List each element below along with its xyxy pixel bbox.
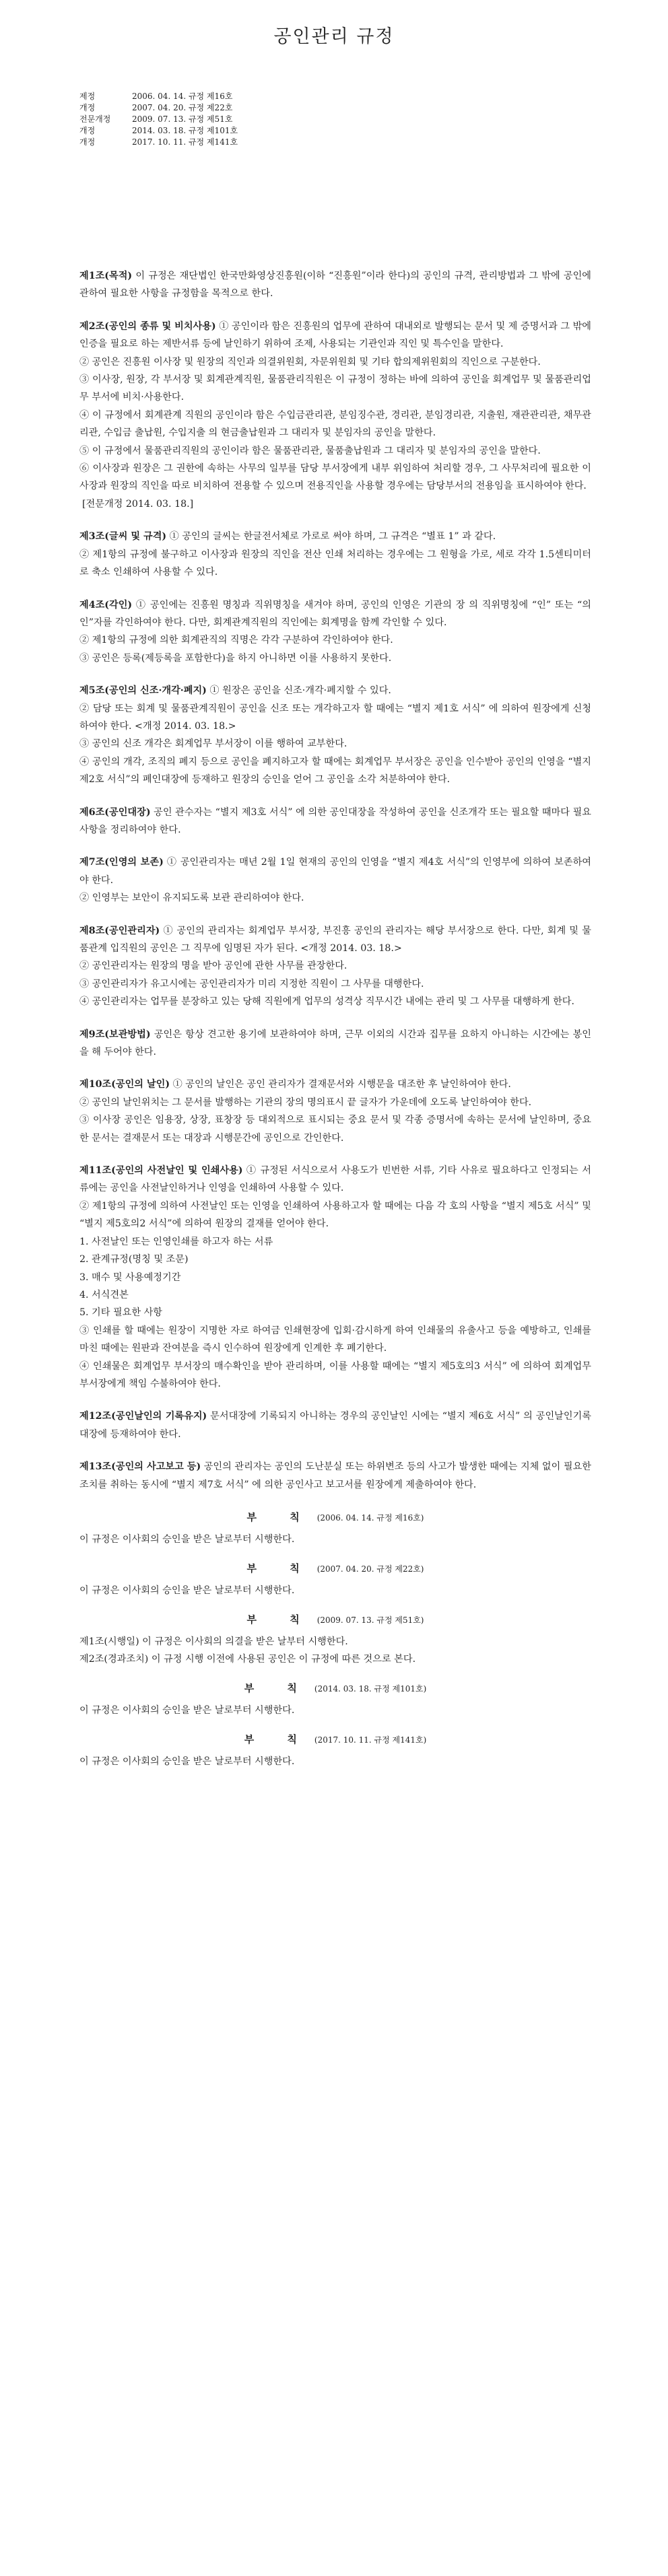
history-row: 제정 2006. 04. 14. 규정 제16호 bbox=[79, 92, 233, 101]
supplement-4: 부 칙 (2014. 03. 18. 규정 제101호) 이 규정은 이사회의 승인을 받은 날로부터 시행한다. bbox=[79, 1681, 427, 1716]
list-item: 5. 기타 필요한 사항 bbox=[79, 1307, 163, 1319]
article-1: 제1조(목적) 이 규정은 재단법인 한국만화영상진흥원(이하 “진흥원”이라 한다)의 공인의 규격, 관리방법과 그 밖에 공인에 관하여 필요한 사항을 규정함을 목적으로 한다. bbox=[79, 271, 591, 300]
supplement-title: 부 칙 bbox=[246, 1562, 314, 1574]
article-heading: 제9조(보관방법) bbox=[79, 1029, 151, 1040]
article-10: 제10조(공인의 날인) ① 공인의 날인은 공인 관리자가 결재문서와 시행문을 대조한 후 날인하여야 한다. ② 공인의 날인위치는 그 문서를 발행하는 기관의 장의 명의표시 끝 글자가 가운데에 오도록 날인하여야 한다. ③ 이사장 공인은 임용장, 상장, 표창장 등 대외적으로 표시되는 중요 문서 및 각종 증명서에 속하는 문서에 날인하며, 중요한 문서는 결재문서 또는 대장과 시행문간에 공인으로 간인한다. bbox=[79, 1079, 591, 1144]
article-heading: 제12조(공인날인의 기록유지) bbox=[79, 1411, 207, 1422]
list-item: 3. 매수 및 사용예정기간 bbox=[79, 1272, 181, 1283]
article-heading: 제8조(공인관리자) bbox=[79, 925, 160, 936]
list-item: 4. 서식견본 bbox=[79, 1289, 129, 1300]
supplement-date: (2007. 04. 20. 규정 제22호) bbox=[316, 1564, 424, 1574]
supplement-2: 부 칙 (2007. 04. 20. 규정 제22호) 이 규정은 이사회의 승인을 받은 날로부터 시행한다. bbox=[79, 1562, 424, 1597]
supplement-title: 부 칙 bbox=[244, 1681, 312, 1694]
supplement-date: (2014. 03. 18. 규정 제101호) bbox=[314, 1683, 427, 1694]
history-row: 전문개정 2009. 07. 13. 규정 제51호 bbox=[79, 114, 233, 124]
supplement-1: 부 칙 (2006. 04. 14. 규정 제16호) 이 규정은 이사회의 승인을 받은 날로부터 시행한다. bbox=[79, 1510, 424, 1545]
article-7: 제7조(인영의 보존) ① 공인관리자는 매년 2월 1일 현재의 공인의 인영을 “별지 제4호 서식”의 인영부에 의하여 보존하여야 한다. ② 인영부는 보안이 유지되도록 보관 관리하여야 한다. bbox=[79, 857, 591, 904]
supplement-date: (2017. 10. 11. 규정 제141호) bbox=[314, 1735, 427, 1745]
article-8: 제8조(공인관리자) ① 공인의 관리자는 회계업무 부서장, 부진흥 공인의 관리자는 해당 부서장으로 한다. 다만, 회계 및 물품관계 입직원의 공인은 그 직무에 임명된 자가 된다. <개정 2014. 03. 18.> ② 공인관리자는 원장의 명을 받아 공인에 관한 사무를 관장한다. ③ 공인관리자가 유고시에는 공인관리자가 미리 지정한 직원이 그 사무를 대행한다. ④ 공인관리자는 업무를 분장하고 있는 당해 직원에게 업무의 성격상 직무시간 내에는 관리 및 그 사무를 대행하게 한다. bbox=[79, 925, 592, 1008]
supplement-date: (2006. 04. 14. 규정 제16호) bbox=[316, 1512, 424, 1523]
article-heading: 제2조(공인의 종류 및 비치사용) bbox=[79, 320, 216, 332]
article-9: 제9조(보관방법) 공인은 항상 견고한 용기에 보관하여야 하며, 근무 이외의 시간과 집무를 요하지 아니하는 시간에는 봉인을 해 두어야 한다. bbox=[79, 1029, 591, 1058]
article-heading: 제1조(목적) bbox=[79, 271, 133, 281]
article-heading: 제13조(공인의 사고보고 등) bbox=[79, 1461, 201, 1473]
article-heading: 제4조(각인) bbox=[79, 599, 133, 611]
article-2: 제2조(공인의 종류 및 비치사용) ① 공인이라 함은 진흥원의 업무에 관하여 대내외로 발행되는 문서 및 제 증명서과 그 밖에 인증을 필요로 하는 제반서류 등에 날인하기 위하여 조제, 사용되는 기관인과 직인 및 특수인을 말한다. ② 공인은 진흥원 이사장 및 원장의 직인과 의결위원회, 자문위원회 및 기타 합의제위원회의 직인으로 구분한다. ③ 이사장, 원장, 각 부서장 및 회계관계직원, 물품관리직원은 이 규정이 정하는 바에 의하여 공인을 회계업무 및 물품관리업무 부서에 비치·사용한다. ④ 이 규정에서 회계관계 직원의 공인이라 함은 수입금관리관, 분임징수관, 경리관, 분임경리관, 지출원, 재관관리관, 채무관리관, 수입금 출납원, 수입지출 의 현금출납원과 그 대리자 및 분임자의 공인을 말한다. ⑤ 이 규정에서 물품관리직원의 공인이라 함은 물품관리관, 물품출납원과 그 대리자 및 분임자의 공인을 말한다. ⑥ 이사장과 원장은 그 권한에 속하는 사무의 일부를 담당 부서장에게 내부 위임하여 처리할 경우, 그 사무처리에 필요한 이사장과 원장의 직인을 따로 비치하여 전용할 수 있으며 전용직인을 사용할 경우에는 담당부서의 전용임을 표시하여야 한다. [전문개정 2014. 03. 18.] bbox=[79, 318, 591, 513]
article-heading: 제7조(인영의 보존) bbox=[79, 857, 164, 868]
article-11: 제11조(공인의 사전날인 및 인쇄사용) ① 규정된 서식으로서 사용도가 빈번한 서류, 기타 사유로 필요하다고 인정되는 서류에는 공인을 사전날인하거나 인영을 인쇄하여 사용할 수 있다. ② 제1항의 규정에 의하여 사전날인 또는 인영을 인쇄하여 사용하고자 할 때에는 다음 각 호의 사항을 “별지 제5호 서식” 및 “별지 제5호의2 서식”에 의하여 원장의 결재를 얻어야 한다. 1. 사전날인 또는 인영인쇄를 하고자 하는 서류 2. 관계규정(명칭 및 조문) 3. 매수 및 사용예정기간 4. 서식견본 5. 기타 필요한 사항 ③ 인쇄를 할 때에는 원장이 지명한 자로 하여금 인쇄현장에 입회·감시하게 하여 인쇄물의 유출사고 등을 예방하고, 인쇄를 마친 때에는 원판과 잔여분을 즉시 인수하여 원장에게 인계한 후 폐기한다. ④ 인쇄물은 회계업무 부서장의 매수확인을 받아 관리하며, 이를 사용할 때에는 “별지 제5호의3 서식” 에 의하여 회계업무 부서장에게 책임 수불하여야 한다. bbox=[79, 1165, 591, 1389]
history-row: 개정 2014. 03. 18. 규정 제101호 bbox=[79, 126, 238, 135]
article-heading: 제5조(공인의 신조·개각·폐지) bbox=[79, 685, 207, 697]
supplement-title: 부 칙 bbox=[246, 1510, 314, 1523]
supplement-date: (2009. 07. 13. 규정 제51호) bbox=[316, 1615, 424, 1625]
history-row: 개정 2007. 04. 20. 규정 제22호 bbox=[79, 103, 233, 112]
document-title: 공인관리 규정 bbox=[273, 26, 395, 47]
list-item: 2. 관계규정(명칭 및 조문) bbox=[79, 1254, 189, 1265]
article-5: 제5조(공인의 신조·개각·폐지) ① 원장은 공인을 신조·개각·폐지할 수 있다. ② 담당 또는 회계 및 물품관계직원이 공인을 신조 또는 개각하고자 할 때에는 “별지 제1호 서식” 에 의하여 원장에게 신청하여야 한다. <개정 2014. 03. 18.> ③ 공인의 신조 개각은 회계업무 부서장이 이를 행하여 교부한다. ④ 공인의 개각, 조직의 폐지 등으로 공인을 폐지하고자 할 때에는 회계업무 부서장은 공인을 인수받아 공인의 인영을 “별지 제2호 서식”의 폐인대장에 등재하고 원장의 승인을 얻어 그 공인을 소각 처분하여야 한다. bbox=[79, 685, 591, 786]
supplement-title: 부 칙 bbox=[246, 1613, 314, 1626]
supplement-3: 부 칙 (2009. 07. 13. 규정 제51호) 제1조(시행일) 이 규정은 이사회의 의결을 받은 날부터 시행한다. 제2조(경과조치) 이 규정 시행 이전에 사용된 공인은 이 규정에 따른 것으로 본다. bbox=[79, 1613, 424, 1665]
list-item: 1. 사전날인 또는 인영인쇄를 하고자 하는 서류 bbox=[79, 1236, 273, 1247]
history-row: 개정 2017. 10. 11. 규정 제141호 bbox=[79, 137, 238, 147]
article-13: 제13조(공인의 사고보고 등) 공인의 관리자는 공인의 도난분실 또는 하위변조 등의 사고가 발생한 때에는 지체 없이 필요한 조치를 취하는 동시에 “별지 제7호 서식” 에 의한 공인사고 보고서를 원장에게 제출하여야 한다. bbox=[79, 1461, 591, 1490]
article-heading: 제10조(공인의 날인) bbox=[79, 1079, 170, 1090]
article-heading: 제11조(공인의 사전날인 및 인쇄사용) bbox=[79, 1165, 243, 1177]
article-3: 제3조(글씨 및 규격) ① 공인의 글씨는 한글전서체로 가로로 써야 하며, 그 규격은 “별표 1” 과 같다. ② 제1항의 규정에 불구하고 이사장과 원장의 직인을 전산 인쇄 처리하는 경우에는 그 원형을 가로, 세로 각각 1.5센티미터로 축소 인쇄하여 사용할 수 있다. bbox=[79, 531, 591, 578]
revision-note: [전문개정 2014. 03. 18.] bbox=[82, 498, 194, 510]
document-body bbox=[79, 267, 591, 1781]
article-4: 제4조(각인) ① 공인에는 진흥원 명칭과 직위명칭을 새겨야 하며, 공인의 인영은 기관의 장 의 직위명칭에 “인” 또는 “의인”자를 각인하여야 한다. 다만, 회계관계직원의 직인에는 회계명을 함께 각인할 수 있다. ② 제1항의 규정에 의한 회계관직의 직명은 각각 구분하여 각인하여야 한다. ③ 공인은 등록(제등록을 포함한다)을 하지 아니하면 이를 사용하지 못한다. bbox=[79, 599, 591, 664]
article-heading: 제6조(공인대장) bbox=[79, 806, 151, 818]
article-12: 제12조(공인날인의 기록유지) 문서대장에 기록되지 아니하는 경우의 공인날인 시에는 “별지 제6호 서식” 의 공인날인기록대장에 등재하여야 한다. bbox=[79, 1411, 591, 1440]
article-6: 제6조(공인대장) 공인 관수자는 “별지 제3호 서식” 에 의한 공인대장을 작성하여 공인을 신조개각 또는 필요할 때마다 필요사항을 정리하여야 한다. bbox=[79, 806, 591, 835]
supplement-5: 부 칙 (2017. 10. 11. 규정 제141호) 이 규정은 이사회의 승인을 받은 날로부터 시행한다. bbox=[79, 1733, 427, 1768]
supplement-title: 부 칙 bbox=[244, 1733, 312, 1745]
revision-history bbox=[79, 91, 238, 148]
article-heading: 제3조(글씨 및 규격) bbox=[79, 531, 167, 543]
